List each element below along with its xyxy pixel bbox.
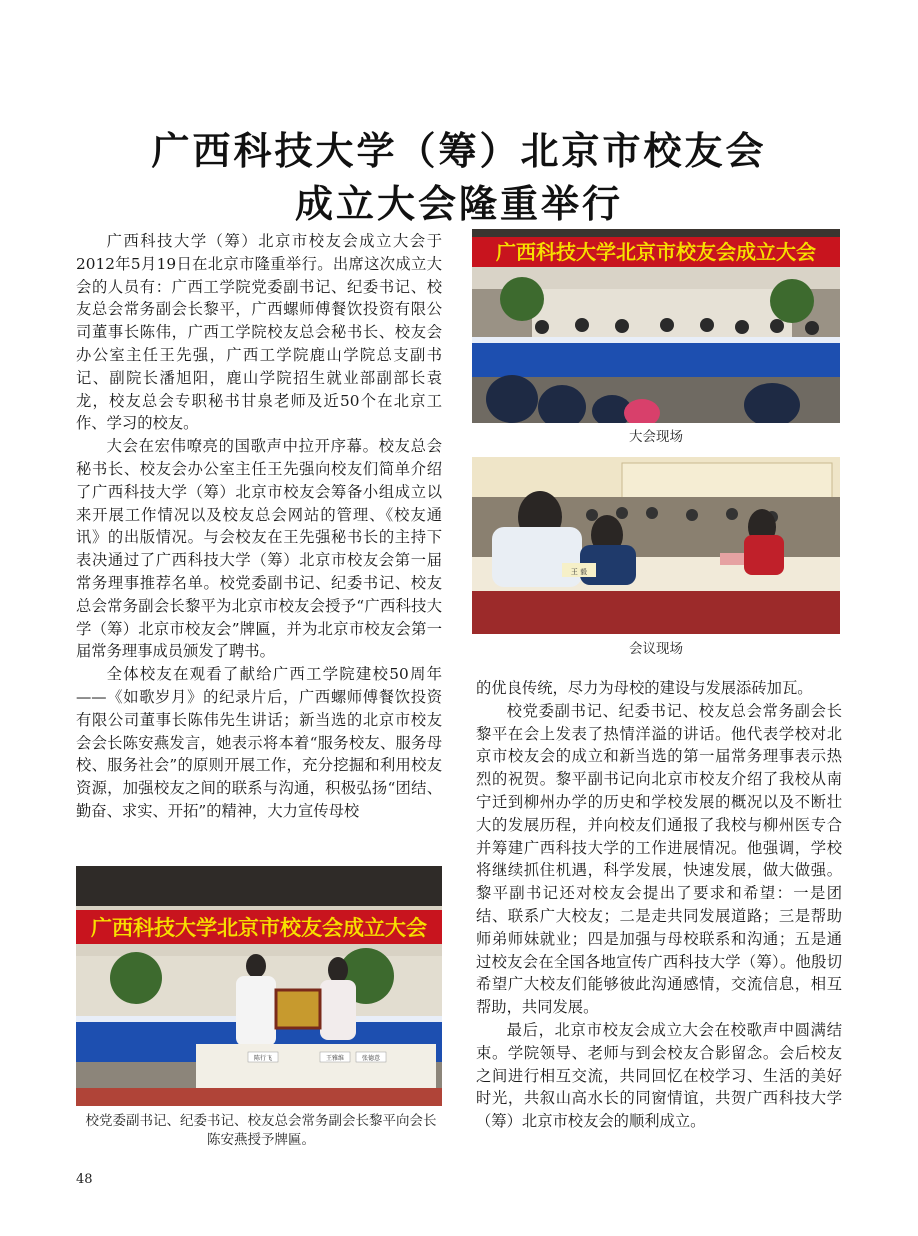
nameplate-text: 陈行飞 (253, 1055, 273, 1062)
paragraph: 全体校友在观看了献给广西工学院建校50周年——《如歌岁月》的纪录片后，广西螺师傅餐饮投资有限公司董事长陈伟先生讲话；新当选的北京市校友会会长陈安燕发言，她表示将本着“服务校友、服务母校、服务社会”的原则开展工作，充分挖掘和利用校友资源，加强校友之间的联系与沟通，积极弘扬“团结、勤奋、求实、开拓”的精神，大力宣传母校 (76, 665, 442, 820)
photo-caption: 校党委副书记、纪委书记、校友总会常务副会长黎平向会长陈安燕授予牌匾。 (85, 1113, 437, 1148)
conference-scene-photo (472, 457, 840, 634)
nameplate-text: 张德意 (361, 1055, 381, 1062)
photo-caption: 大会现场 (629, 429, 683, 445)
paragraph: 校党委副书记、纪委书记、校友总会常务副会长黎平在会上发表了热情洋溢的讲话。他代表学校对北京市校友会的成立和新当选的第一届常务理事表示热烈的祝贺。黎平副书记向北京市校友介绍了我校从南宁迁到柳州办学的历史和学校发展的概况以及不断壮大的发展历程，并向校友们通报了我校与柳州医专合并筹建广西科技大学的工作进展情况。他强调，学校将继续抓住机遇，科学发展，快速发展，做大做强。黎平副书记还对校友会提出了要求和希望：一是团结、联系广大校友；二是走共同发展道路；三是帮助师弟师妹就业；四是加强与母校联系和沟通；五是通过校友会在全国各地宣传广西科技大学（筹）。他殷切希望广大校友们能够彼此沟通感情，交流信息，相互帮助，共同发展。 (476, 701, 842, 1017)
article-title-line1: 广西科技大学（筹）北京市校友会 (151, 129, 767, 173)
article-title-line2: 成立大会隆重举行 (294, 182, 623, 226)
article-left-column (76, 230, 442, 823)
banner-text: 广西科技大学北京市校友会成立大会 (496, 240, 816, 264)
article-right-column (476, 677, 842, 1133)
paragraph: 大会在宏伟嘹亮的国歌声中拉开序幕。校友总会秘书长、校友会办公室主任王先强向校友们简单介绍了广西科技大学（筹）北京市校友会筹备小组成立以来开展工作情况以及校友总会网站的管理、《校友通讯》的出版情况。与会校友在王先强秘书长的主持下表决通过了广西科技大学（筹）北京市校友会第一届常务理事推荐名单。校党委副书记、纪委书记、校友总会常务副会长黎平为北京市校友会授予“广西科技大学（筹）北京市校友会”牌匾，并为北京市校友会第一届常务理事成员颁发了聘书。 (76, 437, 442, 661)
paragraph: 最后，北京市校友会成立大会在校歌声中圆满结束。学院领导、老师与到会校友合影留念。会后校友之间进行相互交流，共同回忆在校学习、生活的美好时光，共叙山高水长的同窗情谊，共贺广西科技大学（筹）北京市校友会的顺利成立。 (476, 1020, 842, 1131)
nameplate-text: 王雅维 (325, 1055, 345, 1062)
plaque-presentation-photo (76, 866, 442, 1106)
photo-caption: 会议现场 (629, 641, 683, 657)
meeting-venue-photo (472, 229, 840, 423)
paragraph-continuation: 的优良传统，尽力为母校的建设与发展添砖加瓦。 (476, 679, 813, 697)
page-number: 48 (76, 1172, 93, 1187)
paragraph: 广西科技大学（筹）北京市校友会成立大会于2012年5月19日在北京市隆重举行。出席这次成立大会的人员有：广西工学院党委副书记、纪委书记、校友总会常务副会长黎平，广西螺师傅餐饮投资有限公司董事长陈伟，广西工学院校友总会秘书长、校友会办公室主任王先强，广西工学院鹿山学院总支副书记、副院长潘旭阳，鹿山学院招生就业部副部长袁龙，校友总会专职秘书甘泉老师及近50个在北京工作、学习的校友。 (76, 232, 442, 433)
nameplate-text: 王 毅 (570, 568, 588, 576)
banner-text: 广西科技大学北京市校友会成立大会 (91, 916, 427, 940)
